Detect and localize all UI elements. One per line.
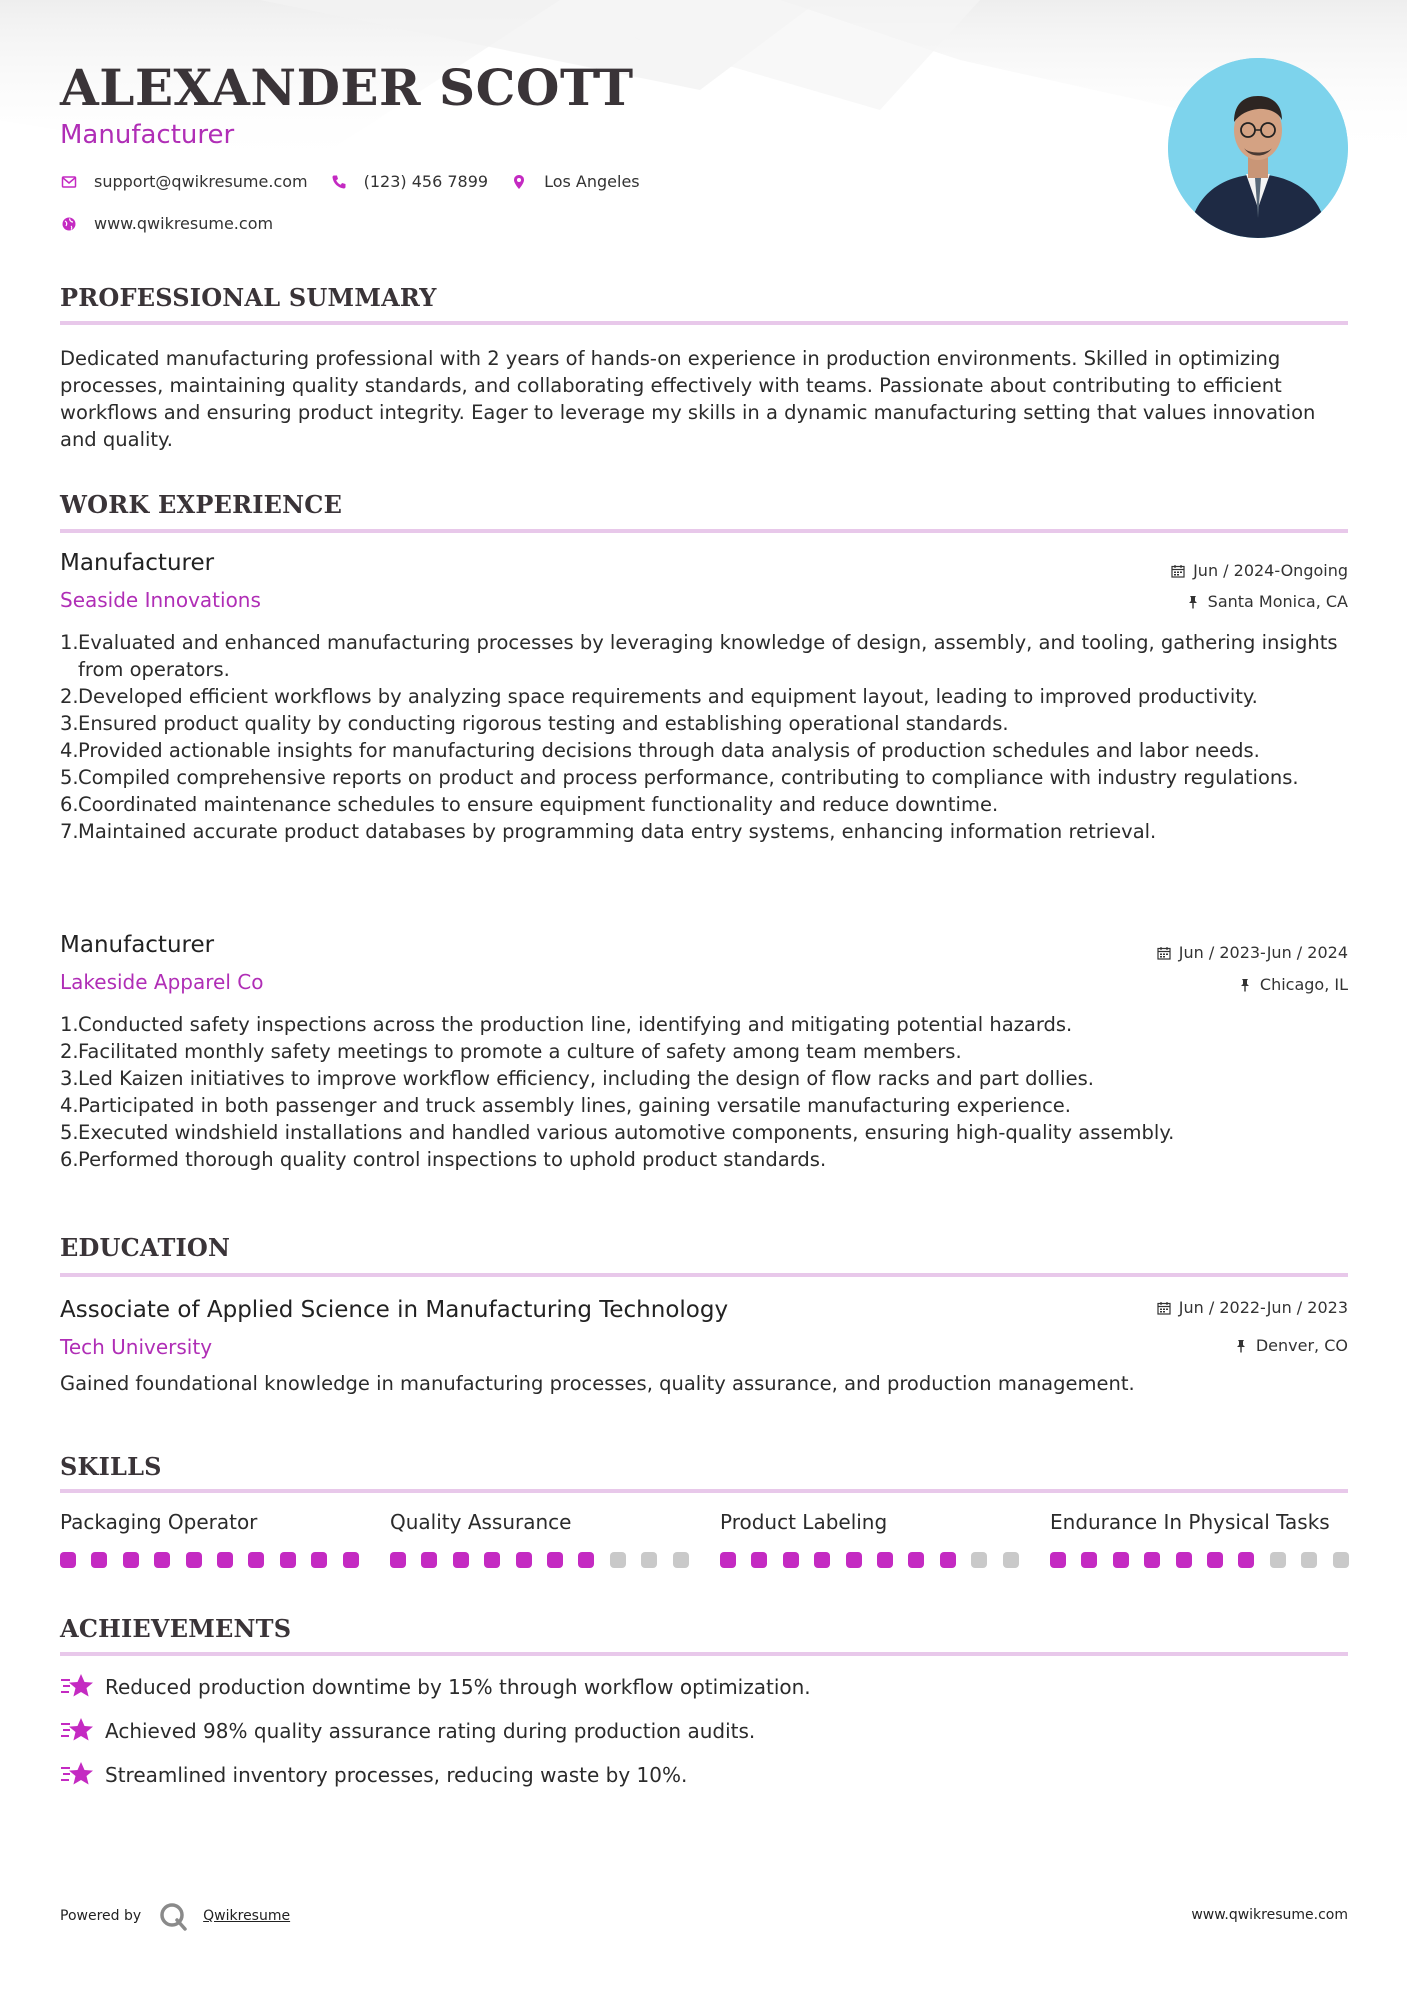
company-name-1: Seaside Innovations	[60, 588, 261, 612]
education-location	[1234, 1336, 1348, 1355]
job-responsibilities-1	[60, 629, 1348, 845]
rating-dot-filled	[547, 1552, 563, 1568]
job-location-1	[1186, 592, 1348, 611]
contact-row-website	[60, 214, 295, 233]
section-divider	[60, 1273, 1348, 1277]
job-dates-text: Jun / 2024-Ongoing	[1193, 561, 1348, 580]
list-item	[60, 710, 1348, 737]
skill-rating	[720, 1552, 1034, 1568]
education-dates	[1157, 1298, 1348, 1317]
skill-rating	[1050, 1552, 1364, 1568]
list-number: 5.	[60, 1121, 79, 1144]
rating-dot-filled	[123, 1552, 139, 1568]
phone-icon	[330, 173, 348, 191]
education-location-text: Denver, CO	[1255, 1336, 1348, 1355]
list-item	[60, 1065, 1348, 1092]
job-dates-text: Jun / 2023-Jun / 2024	[1178, 943, 1348, 962]
rating-dot-filled	[1050, 1552, 1066, 1568]
degree-title: Associate of Applied Science in Manufacturing Technology	[60, 1297, 729, 1323]
website-text: www.qwikresume.com	[94, 214, 274, 233]
rating-dot-empty	[1270, 1552, 1286, 1568]
rating-dot-filled	[343, 1552, 359, 1568]
rating-dot-empty	[641, 1552, 657, 1568]
education-dates-text: Jun / 2022-Jun / 2023	[1178, 1298, 1348, 1317]
rating-dot-filled	[1144, 1552, 1160, 1568]
list-number: 1.	[60, 1013, 79, 1036]
list-item	[60, 791, 1348, 818]
rating-dot-filled	[154, 1552, 170, 1568]
section-divider	[60, 529, 1348, 533]
skill-label: Packaging Operator	[60, 1510, 258, 1534]
list-item	[60, 1011, 1348, 1038]
list-number: 6.	[60, 1148, 79, 1171]
rating-dot-filled	[60, 1552, 76, 1568]
list-number: 1.	[60, 631, 79, 654]
education-description: Gained foundational knowledge in manufacturing processes, quality assurance, and production management.	[60, 1372, 1135, 1395]
rating-dot-filled	[578, 1552, 594, 1568]
list-item	[60, 1119, 1348, 1146]
skill-item	[720, 1510, 1020, 1534]
list-text: Developed efficient workflows by analyzing space requirements and equipment layout, leading to improved productivity.	[78, 685, 1258, 708]
pushpin-icon	[1186, 595, 1200, 609]
rating-dot-filled	[1081, 1552, 1097, 1568]
skill-label: Product Labeling	[720, 1510, 888, 1534]
rating-dot-filled	[751, 1552, 767, 1568]
skill-label: Quality Assurance	[390, 1510, 572, 1534]
list-text: Executed windshield installations and handled various automotive components, ensuring high-quality assembly.	[78, 1121, 1175, 1144]
rating-dot-filled	[908, 1552, 924, 1568]
rating-dot-filled	[91, 1552, 107, 1568]
rating-dot-filled	[248, 1552, 264, 1568]
qwikresume-link[interactable]: Qwikresume	[203, 1908, 291, 1924]
list-item	[60, 764, 1348, 791]
rating-dot-empty	[1333, 1552, 1349, 1568]
job-location-2	[1238, 975, 1348, 994]
rating-dot-filled	[1113, 1552, 1129, 1568]
list-text: Evaluated and enhanced manufacturing processes by leveraging knowledge of design, assembly, and tooling, gathering insights from operators.	[78, 631, 1338, 681]
location-text: Los Angeles	[544, 172, 640, 191]
list-item	[60, 737, 1348, 764]
list-number: 2.	[60, 685, 79, 708]
rating-dot-empty	[610, 1552, 626, 1568]
contact-phone[interactable]	[330, 172, 488, 191]
job-location-text: Chicago, IL	[1259, 975, 1348, 994]
list-number: 5.	[60, 766, 79, 789]
list-item	[60, 629, 1348, 683]
skill-item	[390, 1510, 690, 1534]
list-text: Facilitated monthly safety meetings to promote a culture of safety among team members.	[78, 1040, 962, 1063]
candidate-name: ALEXANDER SCOTT	[60, 58, 634, 117]
map-pin-icon	[510, 173, 528, 191]
list-number: 7.	[60, 820, 79, 843]
list-text: Coordinated maintenance schedules to ensure equipment functionality and reduce downtime.	[78, 793, 999, 816]
rating-dot-filled	[1207, 1552, 1223, 1568]
achievement-item	[60, 1672, 811, 1702]
pushpin-icon	[1238, 978, 1252, 992]
star-icon	[60, 1716, 94, 1746]
skill-item	[60, 1510, 360, 1534]
list-number: 2.	[60, 1040, 79, 1063]
skill-label: Endurance In Physical Tasks	[1050, 1510, 1330, 1534]
list-text: Provided actionable insights for manufacturing decisions through data analysis of production schedules and labor needs.	[78, 739, 1260, 762]
powered-by-label: Powered by	[60, 1908, 142, 1924]
footer-website[interactable]: www.qwikresume.com	[1191, 1907, 1348, 1923]
list-number: 6.	[60, 793, 79, 816]
rating-dot-filled	[814, 1552, 830, 1568]
list-number: 3.	[60, 712, 79, 735]
job-dates-1	[1171, 561, 1348, 580]
rating-dot-filled	[877, 1552, 893, 1568]
section-title-experience: WORK EXPERIENCE	[60, 490, 343, 519]
candidate-title: Manufacturer	[60, 120, 235, 150]
rating-dot-empty	[673, 1552, 689, 1568]
list-text: Maintained accurate product databases by programming data entry systems, enhancing information retrieval.	[78, 820, 1157, 843]
contact-website[interactable]	[60, 214, 273, 233]
rating-dot-filled	[217, 1552, 233, 1568]
job-location-text: Santa Monica, CA	[1207, 592, 1348, 611]
rating-dot-filled	[280, 1552, 296, 1568]
company-name-2: Lakeside Apparel Co	[60, 970, 264, 994]
rating-dot-empty	[1003, 1552, 1019, 1568]
section-divider	[60, 1652, 1348, 1656]
rating-dot-empty	[971, 1552, 987, 1568]
list-text: Ensured product quality by conducting rigorous testing and establishing operational standards.	[78, 712, 1009, 735]
list-item	[60, 1092, 1348, 1119]
calendar-icon	[1157, 1301, 1171, 1315]
list-text: Compiled comprehensive reports on product and process performance, contributing to compliance with industry regulations.	[78, 766, 1299, 789]
list-text: Conducted safety inspections across the production line, identifying and mitigating potential hazards.	[78, 1013, 1073, 1036]
list-number: 3.	[60, 1067, 79, 1090]
list-item	[60, 1146, 1348, 1173]
job-responsibilities-2	[60, 1011, 1348, 1173]
section-title-summary: PROFESSIONAL SUMMARY	[60, 283, 437, 312]
list-text: Performed thorough quality control inspections to uphold product standards.	[78, 1148, 827, 1171]
rating-dot-filled	[484, 1552, 500, 1568]
list-number: 4.	[60, 739, 79, 762]
achievement-item	[60, 1760, 687, 1790]
phone-text: (123) 456 7899	[363, 172, 489, 191]
pushpin-icon	[1234, 1339, 1248, 1353]
profile-photo	[1168, 58, 1348, 238]
list-text: Participated in both passenger and truck assembly lines, gaining versatile manufacturing experience.	[78, 1094, 1071, 1117]
calendar-icon	[1171, 564, 1185, 578]
footer-powered-by	[60, 1900, 290, 1932]
rating-dot-filled	[1176, 1552, 1192, 1568]
rating-dot-filled	[846, 1552, 862, 1568]
rating-dot-filled	[1238, 1552, 1254, 1568]
list-text: Led Kaizen initiatives to improve workflow efficiency, including the design of flow racks and part dollies.	[78, 1067, 1095, 1090]
section-title-education: EDUCATION	[60, 1233, 231, 1262]
skill-rating	[60, 1552, 374, 1568]
section-title-skills: SKILLS	[60, 1452, 162, 1481]
section-divider	[60, 1489, 1348, 1493]
contact-email[interactable]	[60, 172, 308, 191]
star-icon	[60, 1672, 94, 1702]
job-title-1: Manufacturer	[60, 550, 215, 576]
job-dates-2	[1157, 943, 1348, 962]
rating-dot-filled	[186, 1552, 202, 1568]
star-icon	[60, 1760, 94, 1790]
job-title-2: Manufacturer	[60, 932, 215, 958]
qwikresume-logo-icon	[157, 1900, 189, 1932]
rating-dot-filled	[421, 1552, 437, 1568]
list-item	[60, 818, 1348, 845]
section-divider	[60, 321, 1348, 325]
list-item	[60, 1038, 1348, 1065]
rating-dot-filled	[720, 1552, 736, 1568]
rating-dot-filled	[453, 1552, 469, 1568]
achievement-text: Achieved 98% quality assurance rating during production audits.	[105, 1719, 756, 1743]
rating-dot-filled	[311, 1552, 327, 1568]
rating-dot-filled	[516, 1552, 532, 1568]
envelope-icon	[60, 173, 78, 191]
globe-icon	[60, 215, 78, 233]
skill-item	[1050, 1510, 1350, 1534]
section-title-achievements: ACHIEVEMENTS	[60, 1614, 292, 1643]
achievement-text: Streamlined inventory processes, reducing waste by 10%.	[105, 1763, 688, 1787]
list-item	[60, 683, 1348, 710]
summary-text: Dedicated manufacturing professional with 2 years of hands-on experience in production environments. Skilled in optimizing processes, maintaining quality standards, and collaborating effectively with teams. Passionate about contributing to efficient workflows and ensuring product integrity. Eager to leverage my skills in a dynamic manufacturing setting that values innovation and quality.	[60, 347, 1316, 451]
contact-row	[60, 172, 662, 191]
school-name: Tech University	[60, 1335, 213, 1359]
skill-rating	[390, 1552, 704, 1568]
rating-dot-empty	[1301, 1552, 1317, 1568]
achievement-item	[60, 1716, 755, 1746]
rating-dot-filled	[940, 1552, 956, 1568]
rating-dot-filled	[783, 1552, 799, 1568]
email-text: support@qwikresume.com	[94, 172, 308, 191]
calendar-icon	[1157, 946, 1171, 960]
contact-location	[510, 172, 640, 191]
list-number: 4.	[60, 1094, 79, 1117]
achievement-text: Reduced production downtime by 15% through workflow optimization.	[105, 1675, 811, 1699]
rating-dot-filled	[390, 1552, 406, 1568]
